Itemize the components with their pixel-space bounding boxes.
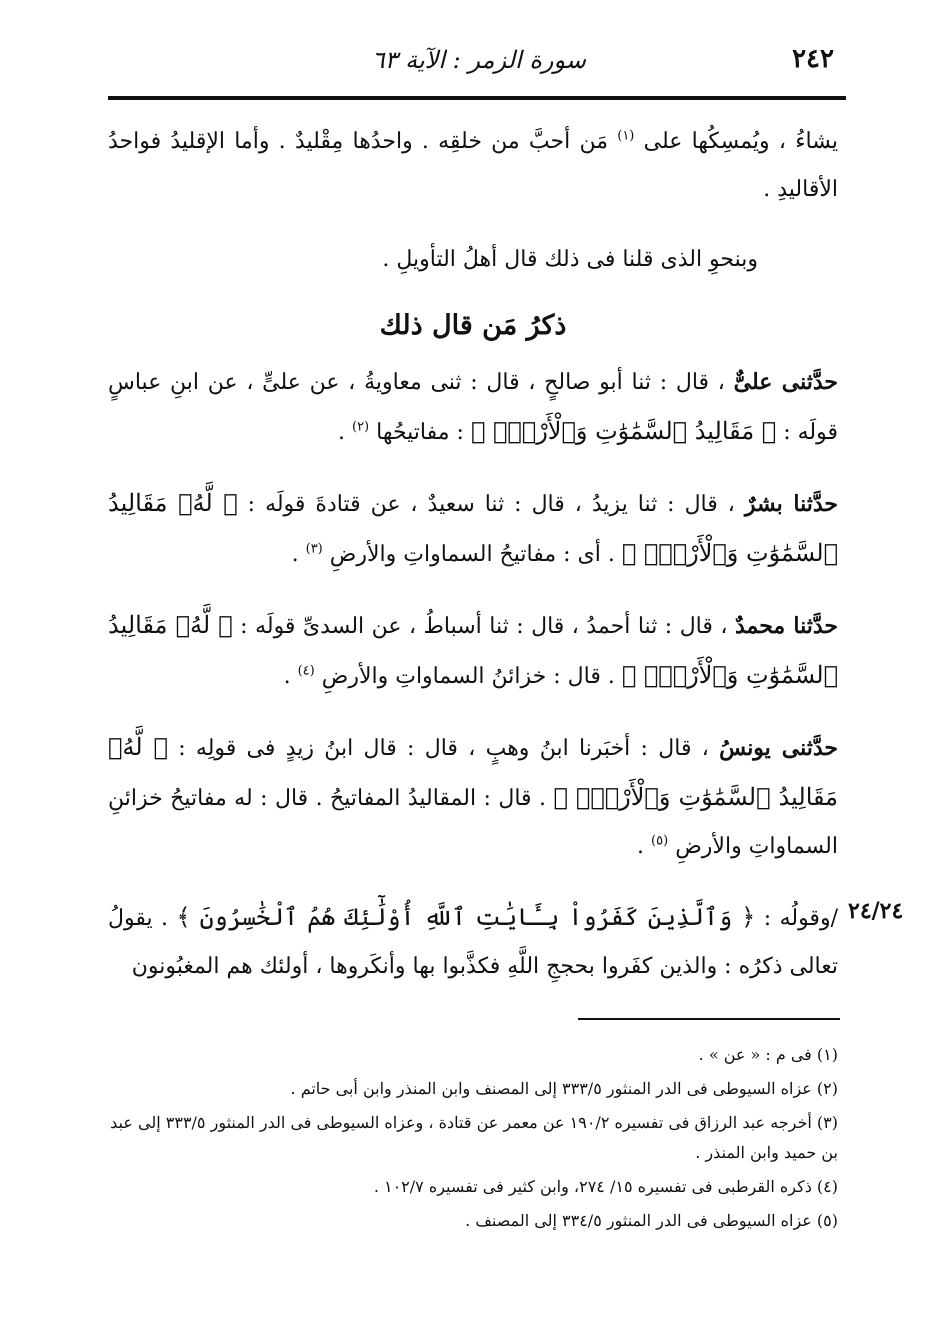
paragraph-6: حدَّثنى يونسُ ، قال : أخبَرنا ابنُ وهبٍ ، قال : قال ابنُ زيدٍ فى قولِه : ﴿ لَّهُۥ مَقَالِيدُ ٱلسَّمَٰوَٰتِ وَٱلْأَرْضِۗ ﴾ . قال : المقاليدُ المفاتيحُ . قال : له مفاتيحُ خزائنِ السماواتِ والأرضِ $^{(٥)}$ . xyxy=(108,733,839,859)
narrator-lead: حدَّثنا بشرٌ xyxy=(744,491,838,517)
footnotes xyxy=(108,1040,838,1240)
paragraph-text: مَن أحبَّ من خلقِه . واحدُها مِقْليدٌ . وأما الإقليدُ فواحدُ الأقاليدِ . xyxy=(108,129,838,202)
quran-quote: ﴿ لَّهُۥ مَقَالِيدُ ٱلسَّمَٰوَٰتِ وَٱلْأَرْضِۗ ﴾ xyxy=(108,611,838,689)
narrator-lead: حدَّثنى علىٌّ xyxy=(733,369,838,395)
paragraph-text: : مفاتيحُها xyxy=(376,420,464,445)
footnote-5: (٥) عزاه السيوطى فى الدر المنثور ٣٣٤/٥ إلى المصنف . xyxy=(465,1211,838,1230)
footnote-ref: (٤) xyxy=(297,663,315,679)
paragraph-text: يشاءُ ، ويُمسِكُها على xyxy=(643,129,839,154)
paragraph-text: . قال : خزائنُ السماواتِ والأرضِ xyxy=(321,664,615,689)
footnote-ref: (٢) xyxy=(351,419,370,435)
paragraph-text: ، قال : أخبَرنا ابنُ وهبٍ ، قال : قال ابنُ زيدٍ فى قولِه : xyxy=(178,736,709,761)
section-heading: ذكرُ مَن قال ذلك xyxy=(379,310,567,341)
quran-quote: ﴿ وَٱلَّذِينَ كَفَرُواْ بِـَٔايَٰتِ ٱللَّهِ أُوْلَٰٓئِكَ هُمُ ٱلْخَٰسِرُونَ ﴾ xyxy=(176,903,756,931)
footnote-3: (٣) أخرجه عبد الرزاق فى تفسيره ١٩٠/٢ عن معمر عن قتادة ، وعزاه السيوطى فى الدر المنثور ٣٣٣/٥ إلى عبد بن حميد وابن المنذر . xyxy=(110,1113,838,1162)
quran-quote: ﴿ لَّهُۥ مَقَالِيدُ ٱلسَّمَٰوَٰتِ وَٱلْأَرْضِۗ ﴾ xyxy=(108,733,839,811)
paragraph-text: . يقولُ تعالى ذكرُه : والذين كفَروا بحججِ اللَّهِ فكذَّبوا بها وأنكَروها ، أولئك هم المغبُونون xyxy=(108,906,838,979)
header-rule xyxy=(108,96,846,100)
paragraph-text: ، قال : ثنا أحمدُ ، قال : ثنا أسباطُ ، عن السدىِّ قولَه : xyxy=(240,614,728,639)
footnote-rule xyxy=(578,1018,840,1020)
footnote-ref: (١) xyxy=(617,128,635,144)
paragraph-2: وبنحوِ الذى قلنا فى ذلك قال أهلُ التأويلِ . xyxy=(382,247,758,272)
paragraph-text: . أى : مفاتيحُ السماواتِ والأرضِ xyxy=(329,542,615,567)
narrator-lead: حدَّثنا محمدٌ xyxy=(734,613,838,639)
footnote-2: (٢) عزاه السيوطى فى الدر المنثور ٣٣٣/٥ إلى المصنف وابن المنذر وابن أبى حاتم . xyxy=(290,1079,838,1098)
footnote-ref: (٥) xyxy=(651,833,669,849)
footnote-1: (١) فى م : « عن » . xyxy=(698,1045,838,1064)
footnote-ref: (٣) xyxy=(305,541,323,557)
paragraph-text: ، قال : ثنا أبو صالحٍ ، قال : ثنى معاويةُ ، عن علىٍّ ، عن ابنِ عباسٍ قولَه : xyxy=(108,370,838,445)
paragraph-5: حدَّثنا محمدٌ ، قال : ثنا أحمدُ ، قال : ثنا أسباطُ ، عن السدىِّ قولَه : ﴿ لَّهُۥ مَقَالِيدُ ٱلسَّمَٰوَٰتِ وَٱلْأَرْضِۗ ﴾ . قال : خزائنُ السماواتِ والأرضِ $^{(٤)}$ . xyxy=(108,611,838,689)
paragraph-text: /وقولُه : xyxy=(763,906,838,931)
paragraph-text: ، قال : ثنا يزيدُ ، قال : ثنا سعيدٌ ، عن قتادةَ قولَه : xyxy=(247,492,735,517)
paragraph-text: . قال : المقاليدُ المفاتيحُ . قال : له مفاتيحُ خزائنِ السماواتِ والأرضِ xyxy=(108,786,838,859)
margin-volume-marker: ٢٤/٢٤ xyxy=(848,898,904,924)
paragraph-7 xyxy=(108,893,838,991)
paragraph-1 xyxy=(108,118,838,214)
paragraph-4: حدَّثنا بشرٌ ، قال : ثنا يزيدُ ، قال : ثنا سعيدٌ ، عن قتادةَ قولَه : ﴿ لَّهُۥ مَقَالِيدُ ٱلسَّمَٰوَٰتِ وَٱلْأَرْضِۗ ﴾ . أى : مفاتيحُ السماواتِ والأرضِ $^{(٣)}$ . xyxy=(108,489,838,567)
footnote-4: (٤) ذكره القرطبى فى تفسيره ١٥/ ٢٧٤، وابن كثير فى تفسيره ١٠٢/٧ . xyxy=(373,1177,838,1196)
quran-quote: ﴿ مَقَالِيدُ ٱلسَّمَٰوَٰتِ وَٱلْأَرْضِۗ ﴾ xyxy=(470,417,777,445)
running-title: سورة الزمر : الآية ٦٣ xyxy=(371,46,586,74)
paragraph-3: حدَّثنى علىٌّ ، قال : ثنا أبو صالحٍ ، قال : ثنى معاويةُ ، عن علىٍّ ، عن ابنِ عباسٍ قولَه : ﴿ مَقَالِيدُ ٱلسَّمَٰوَٰتِ وَٱلْأَرْضِۗ ﴾ : مفاتيحُها $^{(٢)}$ . xyxy=(108,369,838,445)
narrator-lead: حدَّثنى يونسُ xyxy=(719,735,838,761)
main-text xyxy=(108,118,838,991)
page-number: ٢٤٢ xyxy=(792,44,834,74)
page-header xyxy=(108,38,846,96)
quran-quote: ﴿ لَّهُۥ مَقَالِيدُ ٱلسَّمَٰوَٰتِ وَٱلْأَرْضِۗ ﴾ xyxy=(108,489,838,567)
